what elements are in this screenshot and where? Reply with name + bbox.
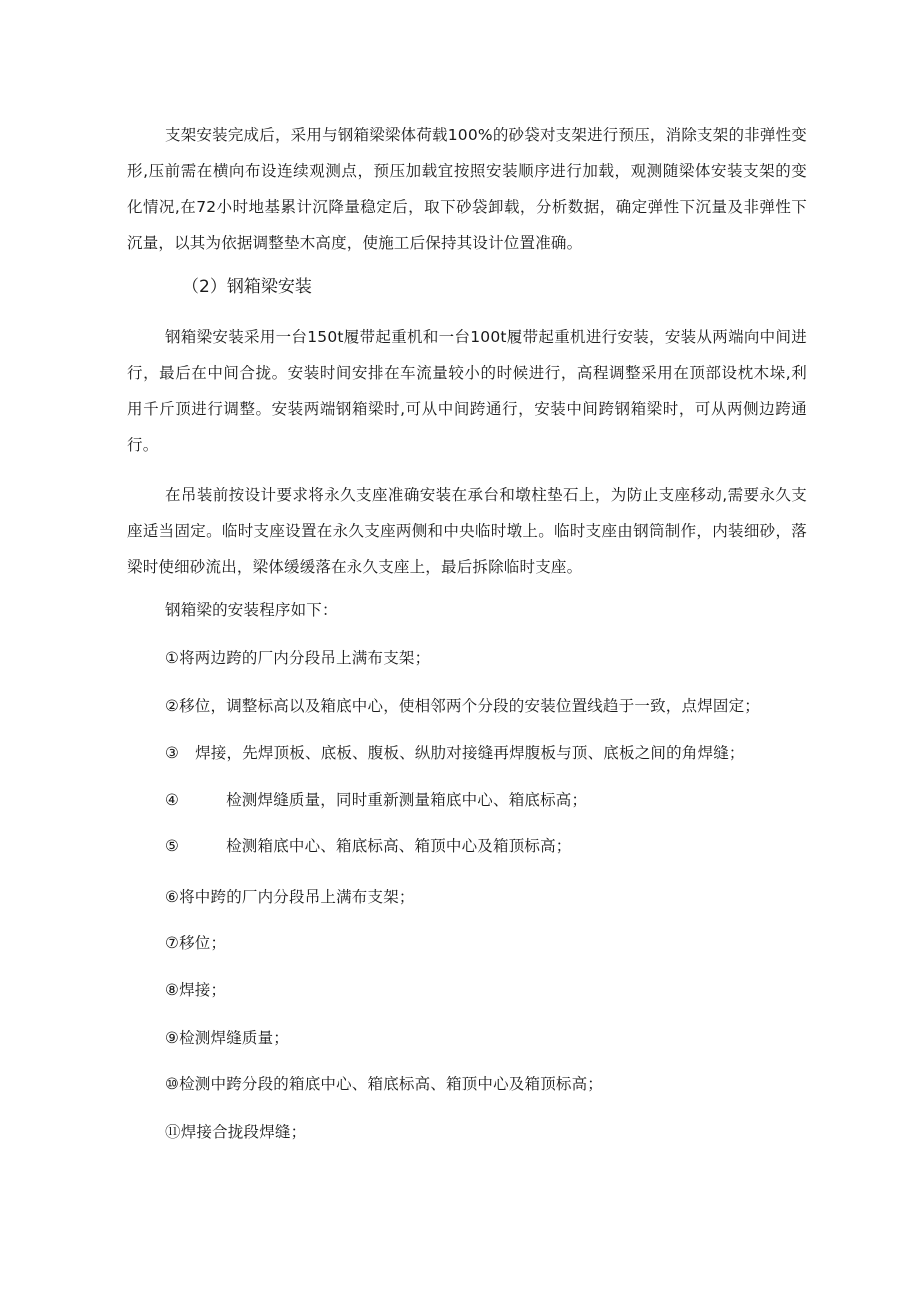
step-text: 检测焊缝质量； xyxy=(179,1029,290,1047)
list-item xyxy=(165,789,587,811)
step-text: 焊接合拢段焊缝； xyxy=(180,1123,307,1141)
paragraph-preload: 支架安装完成后，采用与钢箱梁梁体荷载100%的砂袋对支架进行预压，消除支架的非弹性变形,压前需在横向布设连续观测点，预压加载宜按照安装顺序进行加载，观测随梁体安装支架的变化情况,在72小时地基累计沉降量稳定后，取下砂袋卸载，分析数据，确定弹性下沉量及非弹性下沉量，以其为依据调整垫木高度，使施工后保持其设计位置准确。 xyxy=(127,126,807,252)
procedure-intro: 钢箱梁的安装程序如下： xyxy=(165,601,338,619)
step-text: 将中跨的厂内分段吊上满布支架； xyxy=(179,888,415,906)
paragraph-bearings: 在吊装前按设计要求将永久支座准确安装在承台和墩柱垫石上，为防止支座移动,需要永久支座适当固定。临时支座设置在永久支座两侧和中央临时墩上。临时支座由钢筒制作，内装细砂，落梁时使细砂流出，梁体缓缓落在永久支座上，最后拆除临时支座。 xyxy=(127,486,807,576)
step-marker: ① xyxy=(165,649,180,667)
step-marker: ⑤ xyxy=(165,837,180,855)
step-marker: ⑨ xyxy=(165,1029,180,1047)
list-item xyxy=(165,1027,289,1049)
step-text: 将两边跨的厂内分段吊上满布支架； xyxy=(179,649,431,667)
list-item xyxy=(165,886,415,908)
list-item xyxy=(165,695,760,717)
step-text: 移位，调整标高以及箱底中心，使相邻两个分段的安装位置线趋于一致，点焊固定； xyxy=(179,697,761,715)
step-marker: ⑦ xyxy=(165,934,180,952)
step-marker: ⑥ xyxy=(165,888,180,906)
step-marker: ⑧ xyxy=(165,981,180,999)
list-item xyxy=(165,1121,306,1143)
list-item xyxy=(165,932,226,954)
list-item xyxy=(165,979,226,1001)
list-item xyxy=(165,742,745,764)
step-marker: ⑪ xyxy=(165,1123,181,1141)
step-text: 焊接； xyxy=(179,981,227,999)
step-marker: ⑩ xyxy=(165,1075,180,1093)
step-text: 检测焊缝质量，同时重新测量箱底中心、箱底标高； xyxy=(226,791,588,809)
section-heading: （2）钢箱梁安装 xyxy=(182,277,312,297)
step-marker: ③ xyxy=(165,744,180,762)
step-marker: ④ xyxy=(165,791,180,809)
step-text: 检测中跨分段的箱底中心、箱底标高、箱顶中心及箱顶标高； xyxy=(179,1075,604,1093)
list-item xyxy=(165,1073,603,1095)
list-item xyxy=(165,835,572,857)
step-marker: ② xyxy=(165,697,180,715)
paragraph-installation: 钢箱梁安装采用一台150t履带起重机和一台100t履带起重机进行安装，安装从两端向中间进行，最后在中间合拢。安装时间安排在车流量较小的时候进行，高程调整采用在顶部设枕木垛,利用千斤顶进行调整。安装两端钢箱梁时,可从中间跨通行，安装中间跨钢箱梁时，可从两侧边跨通行。 xyxy=(127,328,807,454)
step-text: 焊接，先焊顶板、底板、腹板、纵肋对接缝再焊腹板与顶、底板之间的角焊缝； xyxy=(195,744,745,762)
list-item xyxy=(165,647,430,669)
step-text: 移位； xyxy=(179,934,227,952)
step-text: 检测箱底中心、箱底标高、箱顶中心及箱顶标高； xyxy=(226,837,572,855)
